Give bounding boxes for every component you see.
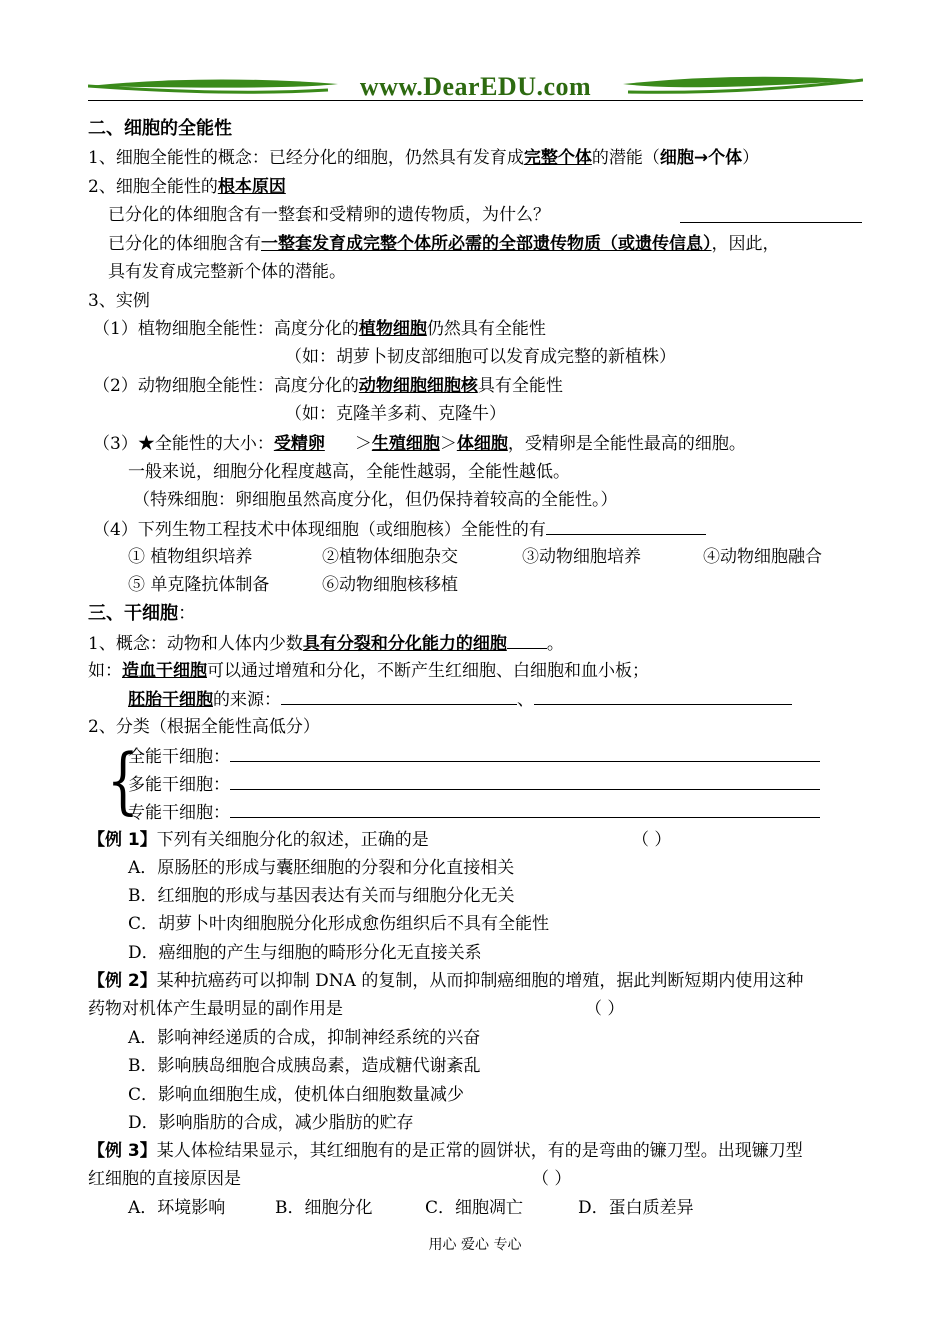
answer-blank-unipotent[interactable]: [230, 801, 820, 818]
header-rule: [88, 100, 863, 101]
example-3-option-c: C．细胞凋亡: [425, 1198, 524, 1218]
option-5: ⑤ 单克隆抗体制备: [128, 575, 270, 595]
section-title-totipotency: 二、细胞的全能性: [88, 118, 232, 139]
example-plant: （1）植物细胞全能性：高度分化的植物细胞仍然具有全能性: [93, 319, 546, 339]
example-1-question: 【例 1】下列有关细胞分化的叙述，正确的是: [88, 830, 429, 850]
heading-examples: 3、实例: [88, 291, 150, 311]
example-animal-note: （如：克隆羊多莉、克隆牛）: [285, 404, 506, 424]
example-2-option-a: A．影响神经递质的合成，抑制神经系统的兴奋: [128, 1028, 481, 1048]
example-1-option-b: B．红细胞的形成与基因表达有关而与细胞分化无关: [128, 886, 515, 906]
option-6: ⑥动物细胞核移植: [322, 575, 458, 595]
option-2: ②植物体细胞杂交: [322, 547, 458, 567]
special-cell-note: （特殊细胞：卵细胞虽然高度分化，但仍保持着较高的全能性。）: [133, 490, 618, 510]
differentiation-note: 一般来说，细胞分化程度越高，全能性越弱，全能性越低。: [128, 462, 570, 482]
example-1-answer-paren[interactable]: （ ）: [632, 830, 672, 850]
example-3-option-a: A．环境影响: [128, 1198, 226, 1218]
example-3-question-cont: 红细胞的直接原因是: [88, 1169, 241, 1189]
question-bioengineering: （4）下列生物工程技术中体现细胞（或细胞核）全能性的有: [93, 518, 706, 541]
example-1-option-a: A．原肠胚的形成与囊胚细胞的分裂和分化直接相关: [128, 858, 515, 878]
paragraph-question: 已分化的体细胞含有一整套和受精卵的遗传物质，为什么？: [108, 205, 550, 225]
totipotent-stem-cell: 全能干细胞：: [128, 745, 820, 768]
example-3-answer-paren[interactable]: （ ）: [532, 1169, 572, 1189]
example-2-option-b: B．影响胰岛细胞合成胰岛素，造成糖代谢紊乱: [128, 1056, 481, 1076]
example-animal: （2）动物细胞全能性：高度分化的动物细胞细胞核具有全能性: [93, 376, 563, 396]
answer-blank-totipotent[interactable]: [230, 745, 820, 762]
example-3-question: 【例 3】某人体检结果显示，其红细胞有的是正常的圆饼状，有的是弯曲的镰刀型。出现镰刀型: [88, 1141, 803, 1161]
stem-cell-concept: 1、概念：动物和人体内少数具有分裂和分化能力的细胞 。: [88, 634, 564, 654]
answer-blank-why[interactable]: [680, 206, 862, 223]
example-3-option-d: D．蛋白质差异: [578, 1198, 694, 1218]
unipotent-stem-cell: 专能干细胞：: [128, 801, 820, 824]
page-footer: 用心 爱心 专心: [428, 1237, 522, 1253]
section-title-stem-cells: 三、干细胞：: [88, 603, 196, 624]
option-1: ① 植物组织培养: [128, 547, 253, 567]
example-2-question: 【例 2】某种抗癌药可以抑制 DNA 的复制，从而抑制癌细胞的增殖，据此判断短期内使用这种: [88, 971, 804, 991]
answer-blank-pluripotent[interactable]: [230, 773, 820, 790]
example-2-option-c: C．影响血细胞生成，使机体白细胞数量减少: [128, 1085, 465, 1105]
paragraph-root-cause: 2、细胞全能性的根本原因: [88, 177, 286, 197]
example-1-option-d: D．癌细胞的产生与细胞的畸形分化无直接关系: [128, 943, 482, 963]
option-4: ④动物细胞融合: [703, 547, 822, 567]
answer-blank-source-2[interactable]: [534, 688, 792, 705]
totipotency-ranking: （3）★全能性的大小：受精卵 ＞生殖细胞＞体细胞，受精卵是全能性最高的细胞。: [93, 434, 746, 454]
pluripotent-stem-cell: 多能干细胞：: [128, 773, 820, 796]
example-plant-note: （如：胡萝卜韧皮部细胞可以发育成完整的新植株）: [285, 347, 676, 367]
example-1-option-c: C．胡萝卜叶肉细胞脱分化形成愈伤组织后不具有全能性: [128, 914, 550, 934]
answer-blank-source-1[interactable]: [281, 688, 517, 705]
paragraph-concept: 1、细胞全能性的概念：已经分化的细胞，仍然具有发育成完整个体的潜能（细胞→个体）: [88, 148, 760, 168]
classification-heading: 2、分类（根据全能性高低分）: [88, 717, 320, 737]
example-3-option-b: B．细胞分化: [275, 1198, 373, 1218]
paragraph-answer: 已分化的体细胞含有一整套发育成完整个体所必需的全部遗传物质（或遗传信息），因此，: [108, 234, 780, 254]
example-2-option-d: D．影响脂肪的合成，减少脂肪的贮存: [128, 1113, 414, 1133]
example-2-answer-paren[interactable]: （ ）: [585, 999, 625, 1019]
answer-blank-techniques[interactable]: [546, 518, 706, 535]
paragraph-answer-cont: 具有发育成完整新个体的潜能。: [108, 262, 346, 282]
embryonic-stem-cell-source: 胚胎干细胞的来源： 、: [128, 688, 792, 711]
option-3: ③动物细胞培养: [522, 547, 641, 567]
site-logo: www.DearEDU.com: [359, 72, 592, 101]
example-2-question-cont: 药物对机体产生最明显的副作用是: [88, 999, 343, 1019]
brace-icon: {: [106, 738, 139, 822]
stem-cell-example: 如：造血干细胞可以通过增殖和分化，不断产生红细胞、白细胞和血小板；: [88, 661, 649, 681]
